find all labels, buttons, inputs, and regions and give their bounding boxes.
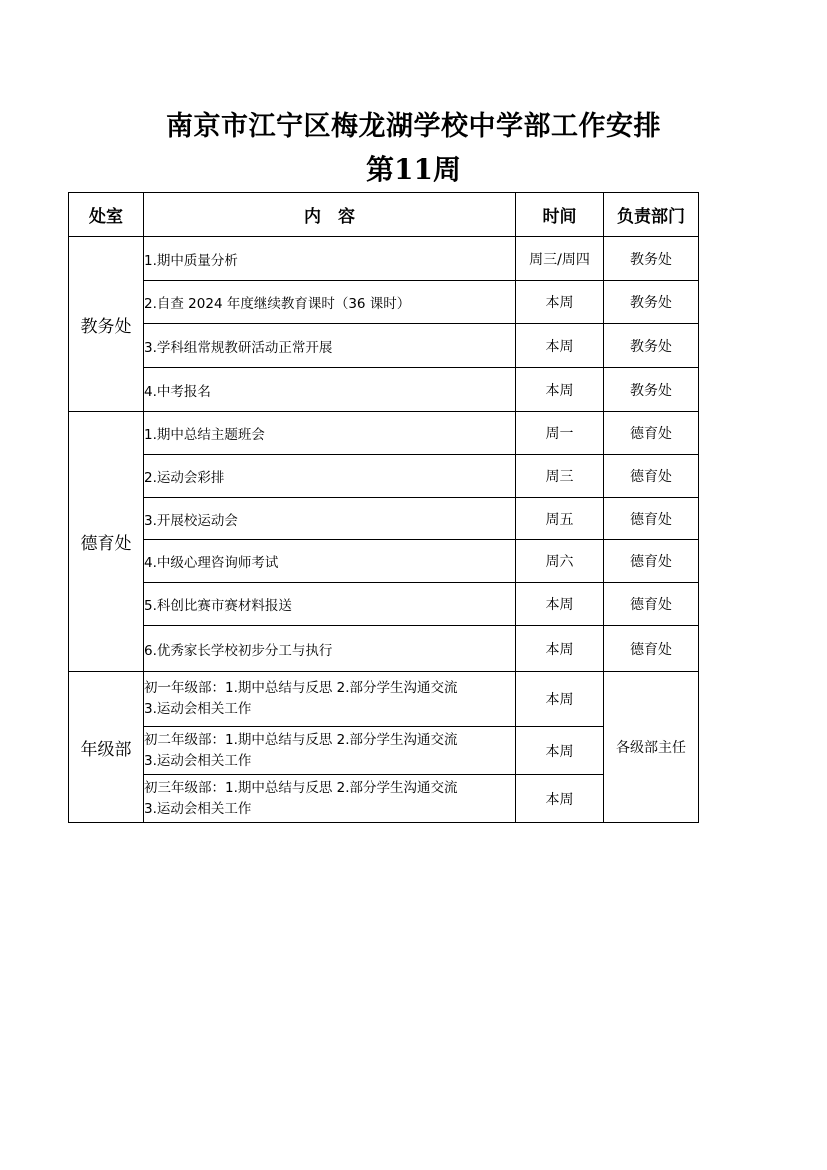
- header-dept: 负责部门: [604, 193, 699, 237]
- content-cell: 4.中级心理咨询师考试: [144, 540, 516, 583]
- content-cell: 2.运动会彩排: [144, 455, 516, 498]
- table-row: [69, 412, 699, 455]
- schedule-table: [68, 192, 699, 823]
- header-office: 处室: [69, 193, 144, 237]
- office-cell: 教务处: [69, 237, 144, 412]
- dept-cell: 教务处: [604, 237, 699, 281]
- header-time: 时间: [516, 193, 604, 237]
- time-cell: 本周: [516, 626, 604, 672]
- table-row: [69, 324, 699, 368]
- dept-cell: 德育处: [604, 626, 699, 672]
- content-cell: 1.期中总结主题班会: [144, 412, 516, 455]
- dept-cell: 德育处: [604, 540, 699, 583]
- table-row: [69, 583, 699, 626]
- time-cell: 本周: [516, 281, 604, 324]
- dept-cell: 德育处: [604, 455, 699, 498]
- dept-cell: 各级部主任: [604, 672, 699, 823]
- table-row: [69, 455, 699, 498]
- content-cell: [144, 672, 516, 727]
- content-cell: 2.自查 2024 年度继续教育课时（36 课时）: [144, 281, 516, 324]
- header-content: 内 容: [144, 193, 516, 237]
- content-line: 初一年级部：1.期中总结与反思 2.部分学生沟通交流: [144, 680, 458, 696]
- time-cell: 周一: [516, 412, 604, 455]
- office-cell: 年级部: [69, 672, 144, 823]
- table-row: [69, 368, 699, 412]
- dept-cell: 教务处: [604, 281, 699, 324]
- time-cell: 本周: [516, 368, 604, 412]
- dept-cell: 教务处: [604, 324, 699, 368]
- content-line: 初二年级部：1.期中总结与反思 2.部分学生沟通交流: [144, 731, 458, 748]
- table-row: [69, 672, 699, 727]
- table-row: [69, 626, 699, 672]
- time-cell: 周五: [516, 498, 604, 540]
- office-cell: 德育处: [69, 412, 144, 672]
- time-cell: 本周: [516, 727, 604, 775]
- table-row: [69, 540, 699, 583]
- time-cell: 本周: [516, 672, 604, 727]
- dept-cell: 教务处: [604, 368, 699, 412]
- table-row: [69, 281, 699, 324]
- content-line: 3.运动会相关工作: [144, 701, 252, 717]
- time-cell: 本周: [516, 583, 604, 626]
- page-title: 南京市江宁区梅龙湖学校中学部工作安排: [166, 111, 661, 142]
- content-cell: [144, 727, 516, 775]
- time-cell: 本周: [516, 324, 604, 368]
- dept-cell: 德育处: [604, 583, 699, 626]
- content-line: 初三年级部：1.期中总结与反思 2.部分学生沟通交流: [144, 779, 458, 796]
- time-cell: 周三/周四: [516, 237, 604, 281]
- time-cell: 周六: [516, 540, 604, 583]
- table-header-row: [69, 193, 699, 237]
- week-title: 第11周: [366, 153, 461, 186]
- content-cell: [144, 775, 516, 823]
- content-line: 3.运动会相关工作: [144, 752, 252, 769]
- table-row: [69, 498, 699, 540]
- content-cell: 5.科创比赛市赛材料报送: [144, 583, 516, 626]
- dept-cell: 德育处: [604, 498, 699, 540]
- content-cell: 4.中考报名: [144, 368, 516, 412]
- content-cell: 6.优秀家长学校初步分工与执行: [144, 626, 516, 672]
- content-cell: 3.开展校运动会: [144, 498, 516, 540]
- content-cell: 1.期中质量分析: [144, 237, 516, 281]
- time-cell: 周三: [516, 455, 604, 498]
- dept-cell: 德育处: [604, 412, 699, 455]
- table-row: [69, 237, 699, 281]
- content-cell: 3.学科组常规教研活动正常开展: [144, 324, 516, 368]
- time-cell: 本周: [516, 775, 604, 823]
- content-line: 3.运动会相关工作: [144, 800, 252, 817]
